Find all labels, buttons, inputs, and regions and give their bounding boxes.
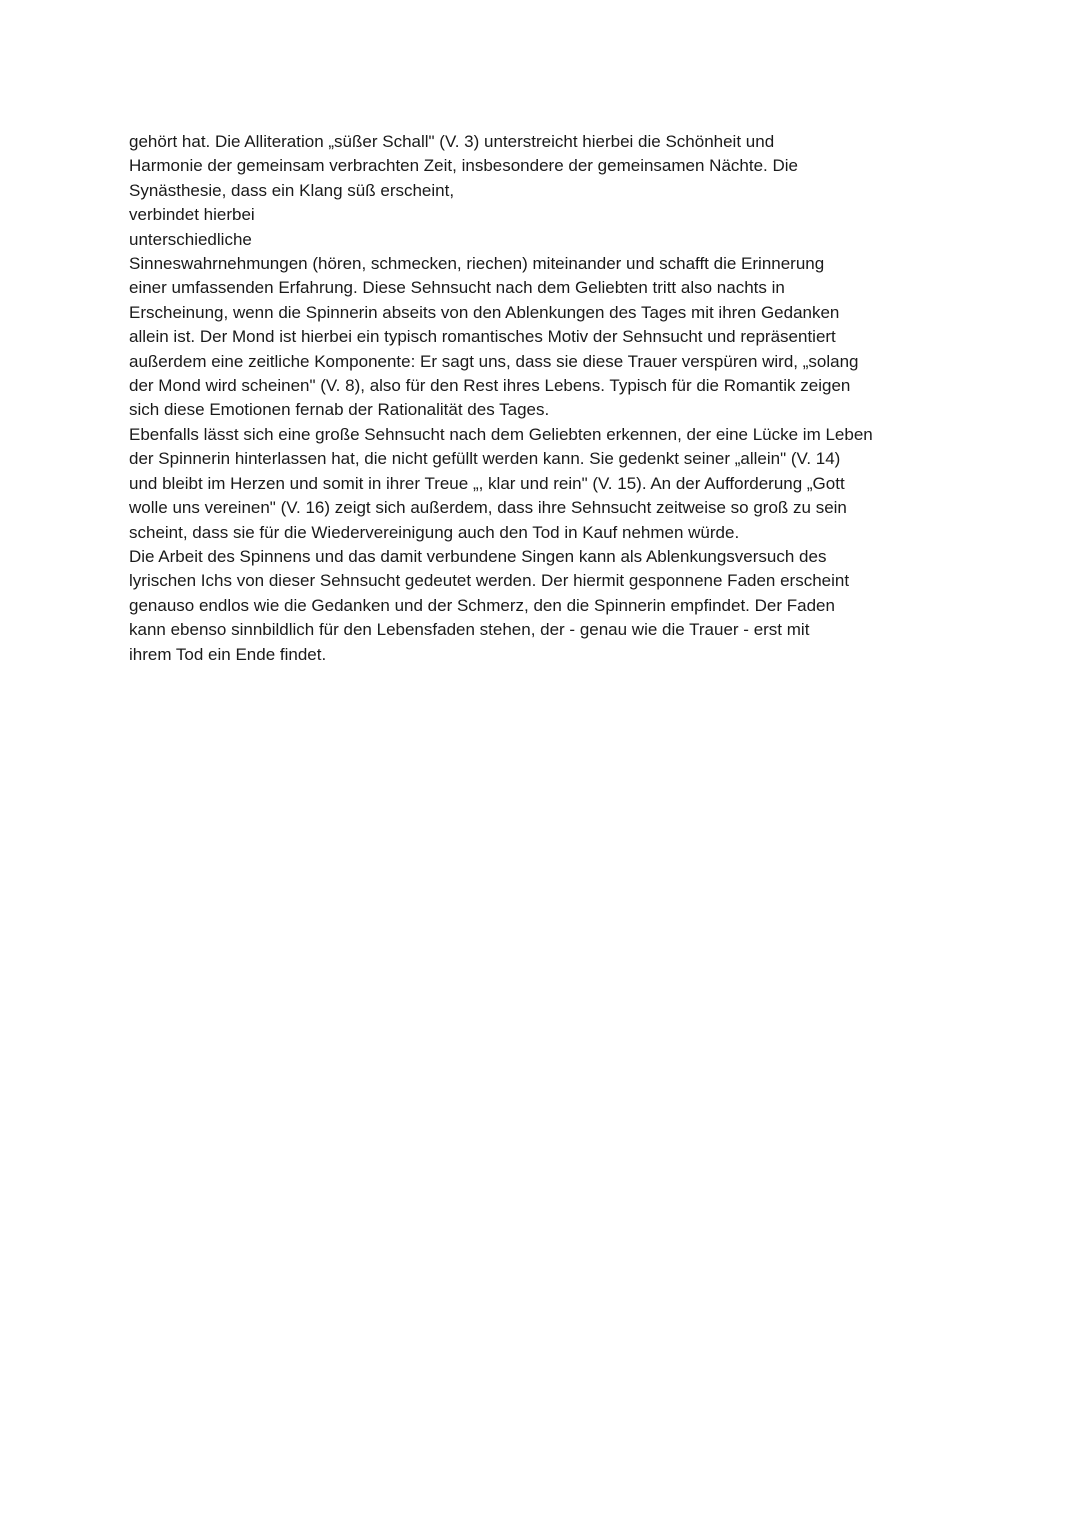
text-line: sich diese Emotionen fernab der Rationalität des Tages.	[129, 400, 550, 420]
text-line: und bleibt im Herzen und somit in ihrer Treue „, klar und rein" (V. 15). An der Aufforderung „Gott	[129, 473, 845, 493]
text-line: Sinneswahrnehmungen (hören, schmecken, riechen) miteinander und schafft die Erinnerung	[129, 254, 825, 274]
text-line: genauso endlos wie die Gedanken und der Schmerz, den die Spinnerin empfindet. Der Faden	[129, 595, 835, 615]
text-line: allein ist. Der Mond ist hierbei ein typisch romantisches Motiv der Sehnsucht und repräsentiert	[129, 327, 836, 347]
text-line: der Spinnerin hinterlassen hat, die nicht gefüllt werden kann. Sie gedenkt seiner „allein" (V. 14)	[129, 449, 841, 469]
text-line: der Mond wird scheinen" (V. 8), also für den Rest ihres Lebens. Typisch für die Romantik zeigen	[129, 376, 851, 396]
text-line: einer umfassenden Erfahrung. Diese Sehnsucht nach dem Geliebten tritt also nachts in	[129, 278, 785, 298]
text-line: wolle uns vereinen" (V. 16) zeigt sich außerdem, dass ihre Sehnsucht zeitweise so groß zu sein	[129, 498, 847, 518]
text-line: Synästhesie, dass ein Klang süß erscheint,	[129, 180, 455, 200]
text-line: ihrem Tod ein Ende findet.	[129, 644, 327, 664]
text-line: Ebenfalls lässt sich eine große Sehnsucht nach dem Geliebten erkennen, der eine Lücke im Leben	[129, 424, 873, 444]
text-line: kann ebenso sinnbildlich für den Lebensfaden stehen, der - genau wie die Trauer - erst mit	[129, 620, 810, 640]
text-line: gehört hat. Die Alliteration „süßer Schall" (V. 3) unterstreicht hierbei die Schönheit und	[129, 132, 775, 151]
text-line: Die Arbeit des Spinnens und das damit verbundene Singen kann als Ablenkungsversuch des	[129, 546, 827, 566]
text-line: scheint, dass sie für die Wiedervereinigung auch den Tod in Kauf nehmen würde.	[129, 522, 740, 542]
text-line: unterschiedliche	[129, 229, 252, 249]
text-line: Erscheinung, wenn die Spinnerin abseits von den Ablenkungen des Tages mit ihren Gedanken	[129, 302, 840, 322]
text-line: lyrischen Ichs von dieser Sehnsucht gedeutet werden. Der hiermit gesponnene Faden erscheint	[129, 571, 850, 591]
text-line: außerdem eine zeitliche Komponente: Er sagt uns, dass sie diese Trauer verspüren wird, „solang	[129, 351, 859, 371]
text-line: Harmonie der gemeinsam verbrachten Zeit, insbesondere der gemeinsamen Nächte. Die	[129, 156, 799, 176]
text-line: verbindet hierbei	[129, 205, 255, 225]
body-text	[129, 130, 929, 667]
